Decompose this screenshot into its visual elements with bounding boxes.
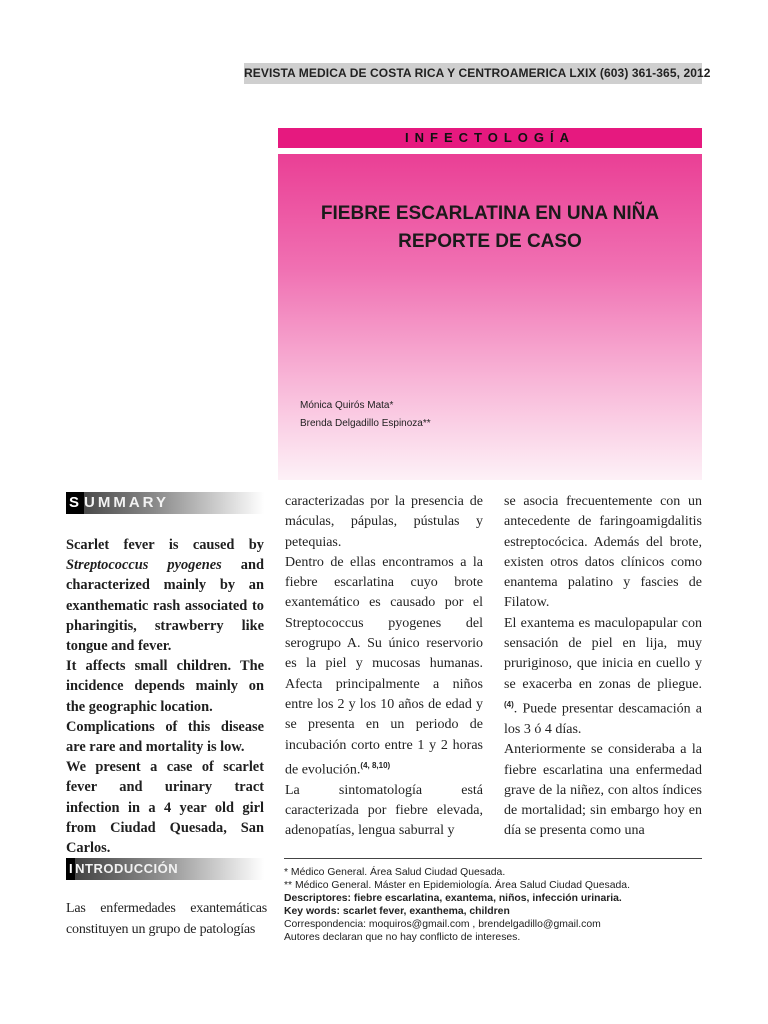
- intro-heading-rest: NTRODUCCIÓN: [75, 861, 179, 876]
- journal-header: REVISTA MEDICA DE COSTA RICA Y CENTROAMERICA LXIX (603) 361-365, 2012: [244, 63, 702, 84]
- intro-text: Las enfermedades exantemáticas constituyen un grupo de patologías: [66, 901, 267, 937]
- citation-ref: (4, 8,10): [360, 760, 391, 770]
- column1-paragraph-3: La sintomatología está caracterizada por fiebre elevada, adenopatías, lengua saburral y: [285, 782, 483, 839]
- title-line-2: REPORTE DE CASO: [398, 231, 582, 252]
- footnote-conflict: Autores declaran que no hay conflicto de intereses.: [284, 932, 521, 943]
- column1-paragraph-2: [285, 553, 483, 781]
- body-column-1: [285, 492, 483, 842]
- footnote-keywords: Key words: scarlet fever, exanthema, children: [284, 906, 510, 917]
- footnotes: [284, 866, 704, 944]
- author-2: Brenda Delgadillo Espinoza**: [300, 418, 431, 429]
- summary-p1-end: and characterized mainly by an exanthematic rash associated to pharingitis, strawberry like tongue and fever.: [66, 557, 264, 655]
- column2-paragraph-2: [504, 614, 702, 740]
- summary-heading-initial: S: [66, 492, 84, 514]
- summary-paragraph-1: [66, 535, 264, 656]
- footnote-1: * Médico General. Área Salud Ciudad Quesada.: [284, 867, 506, 878]
- summary-text: [66, 535, 264, 858]
- summary-heading-rest: UMMARY: [84, 494, 169, 511]
- article-title: [278, 200, 702, 256]
- body-column-2: [504, 492, 702, 842]
- intro-heading: [66, 858, 264, 880]
- column2-p2-end: . Puede presentar descamación a los 3 ó 4 días.: [504, 701, 702, 737]
- column1-paragraph-1: caracterizadas por la presencia de máculas, pápulas, pústulas y petequias.: [285, 494, 483, 550]
- summary-paragraph-2: It affects small children. The incidence depends mainly on the geographic location.: [66, 658, 264, 715]
- footnote-divider: [284, 858, 702, 859]
- summary-paragraph-4: We present a case of scarlet fever and urinary tract infection in a 4 year old girl from Ciudad Quesada, San Carlos.: [66, 759, 264, 857]
- summary-heading: [66, 492, 264, 514]
- column2-paragraph-3: Anteriormente se consideraba a la fiebre escarlatina una enfermedad grave de la niñez, con altos índices de mortalidad; sin embargo hoy en día se presenta como una: [504, 742, 702, 839]
- footnote-2: ** Médico General. Máster en Epidemiología. Área Salud Ciudad Quesada.: [284, 880, 630, 891]
- summary-paragraph-3: Complications of this disease are rare and mortality is low.: [66, 718, 264, 756]
- column2-p2-text: El exantema es maculopapular con sensación de piel en lija, muy pruriginoso, que inicia en cuello y se exacerba en zonas de pliegue.: [504, 615, 702, 692]
- summary-p1-italic: Streptococcus pyogenes: [66, 557, 222, 574]
- title-line-1: FIEBRE ESCARLATINA EN UNA NIÑA: [320, 203, 660, 224]
- intro-heading-initial: I: [66, 858, 75, 880]
- author-1: Mónica Quirós Mata*: [300, 400, 394, 411]
- column1-p2-text: Dentro de ellas encontramos a la fiebre escarlatina cuyo brote exantemático es causado por el Streptococcus pyogenes del serogrupo A. Su único reservorio es la piel y mucosas humanas. Afecta principalmente a niños entre los 2 y los 10 años de edad y se presenta en un periodo de incubación corto entre 1 y 2 horas de evolución.: [285, 554, 483, 778]
- column2-paragraph-1: se asocia frecuentemente con un antecedente de faringoamigdalitis estreptocócica. Además del brote, existen otros datos clínicos como enantema palatino y fascies de Filatow.: [504, 494, 702, 611]
- footnote-correspondence: Correspondencia: moquiros@gmail.com , brendelgadillo@gmail.com: [284, 919, 601, 930]
- summary-p1-start: Scarlet fever is caused by: [66, 537, 264, 553]
- footnote-descriptors: Descriptores: fiebre escarlatina, exantema, niños, infección urinaria.: [284, 893, 622, 904]
- section-label: INFECTOLOGÍA: [278, 128, 702, 148]
- citation-ref: (4): [504, 699, 514, 709]
